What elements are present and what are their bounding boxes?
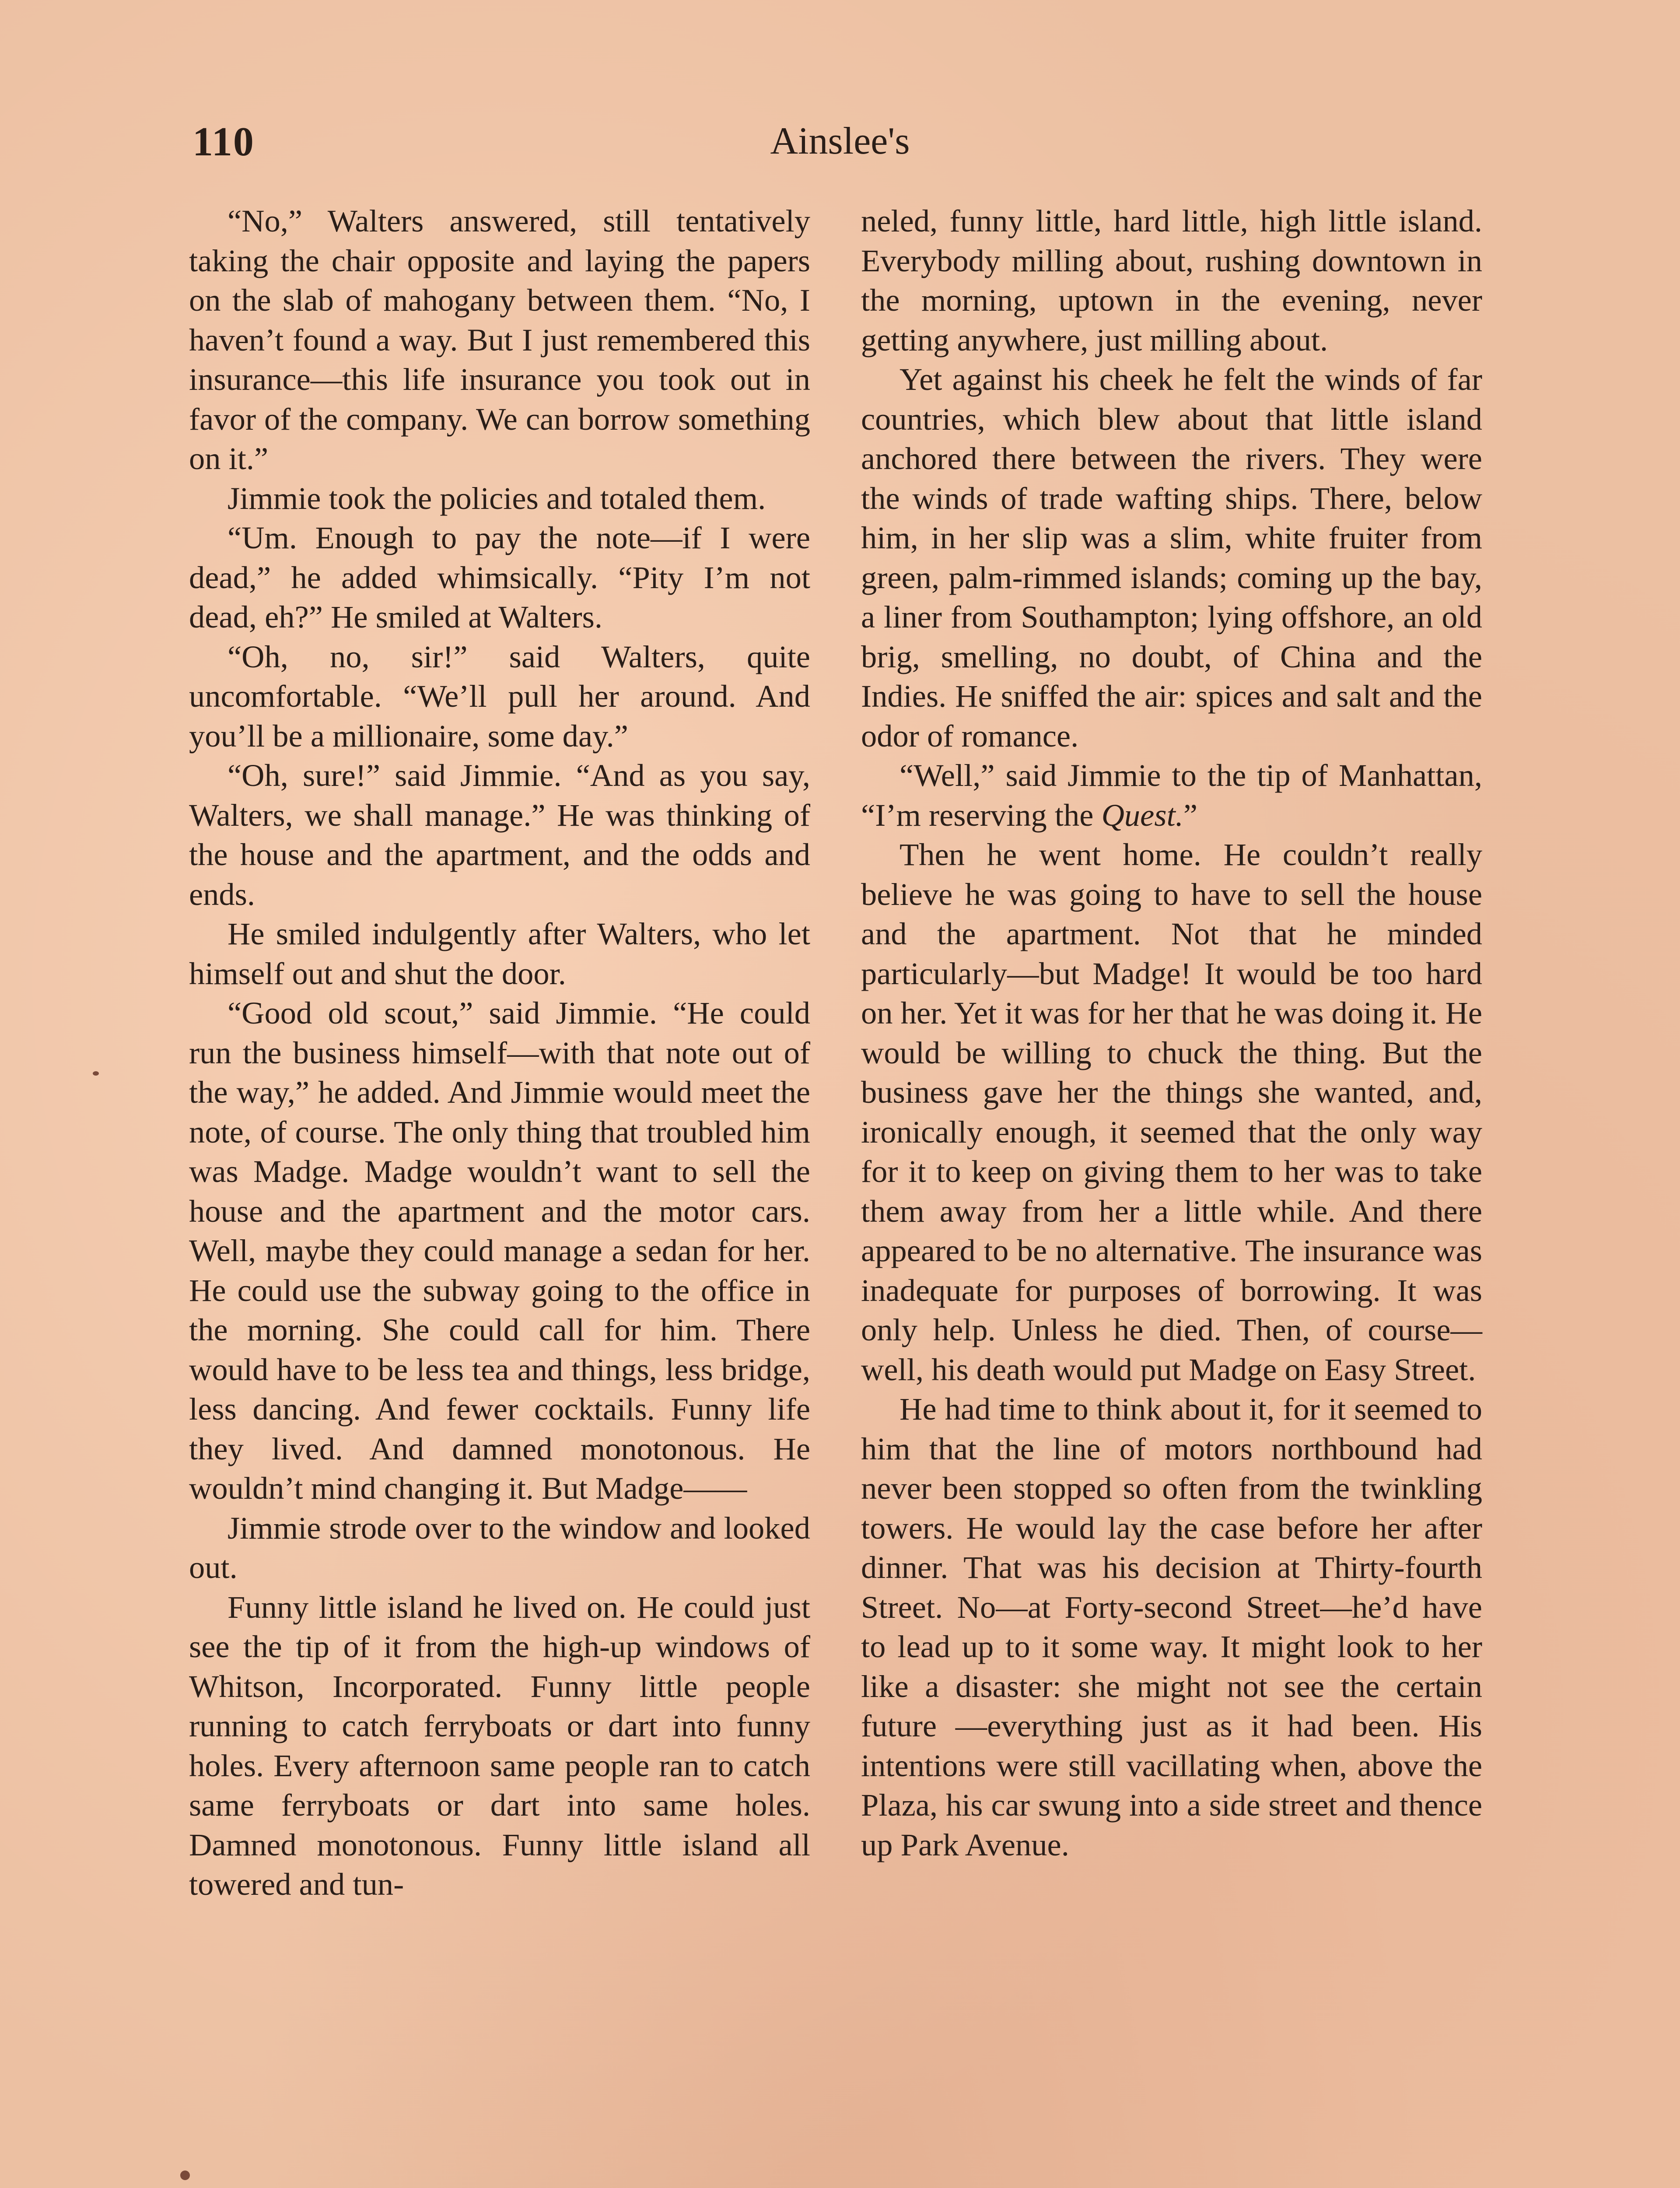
paragraph: “Oh, no, sir!” said Walters, quite uncomfortable. “We’ll pull her around. And you’ll be a millionaire, some day.” <box>189 638 810 754</box>
paragraph: “Um. Enough to pay the note—if I were dead,” he added whimsically. “Pity I’m not dead, eh?” He smiled at Walters. <box>189 520 810 635</box>
paragraph: Funny little island he lived on. He could just see the tip of it from the high-up windows of Whitson, Incorporated. Funny little people running to catch ferryboats or dart into funny holes. Every afternoon same people ran to catch same ferryboats or dart into same holes. Damned monotonous. Funny little island all towered and tun- <box>189 1589 810 1902</box>
paragraph-text: ” <box>1183 797 1198 833</box>
paragraph-text: “Well,” said Jimmie to the tip of Manhattan, “I’m reserving the <box>861 757 1482 833</box>
italic-title: Quest. <box>1101 797 1183 833</box>
paragraph: He smiled indulgently after Walters, who let himself out and shut the door. <box>189 916 810 991</box>
right-column <box>861 201 1482 1865</box>
paper-speck <box>180 2170 190 2180</box>
page-number: 110 <box>192 119 255 165</box>
paragraph: He had time to think about it, for it seemed to him that the line of motors northbound had never been stopped so often from the twinkling towers. He would lay the case before her after dinner. That was his decision at Thirty-fourth Street. No—at Forty-second Street—he’d have to lead up to it some way. It might look to her like a disaster: she might not see the certain future —everything just as it had been. His intentions were still vacillating when, above the Plaza, his car swung into a side street and thence up Park Avenue. <box>861 1391 1482 1862</box>
left-column <box>189 201 810 1904</box>
paragraph <box>861 756 1482 835</box>
paragraph: Jimmie took the policies and totaled them. <box>228 480 766 516</box>
paragraph: neled, funny little, hard little, high little island. Everybody milling about, rushing downtown in the morning, uptown in the evening, never getting anywhere, just milling about. <box>861 203 1482 358</box>
paragraph: “No,” Walters answered, still tentatively taking the chair opposite and laying the papers on the slab of mahogany between them. “No, I haven’t found a way. But I just remembered this insurance—this life insurance you took out in favor of the company. We can borrow something on it.” <box>189 203 810 476</box>
paragraph: Jimmie strode over to the window and looked out. <box>189 1510 810 1585</box>
paragraph: Then he went home. He couldn’t really believe he was going to have to sell the house and the apartment. Not that he minded particularly—but Madge! It would be too hard on her. Yet it was for her that he was doing it. He would be willing to chuck the thing. But the business gave her the things she wanted, and, ironically enough, it seemed that the only way for it to keep on giving them to her was to take them away from her a little while. And there appeared to be no alternative. The insurance was inadequate for purposes of borrowing. It was only help. Unless he died. Then, of course—well, his death would put Madge on Easy Street. <box>861 837 1482 1387</box>
running-head: Ainslee's <box>770 120 910 162</box>
paper-speck <box>93 1071 99 1076</box>
paragraph: Yet against his cheek he felt the winds of far countries, which blew about that little island anchored there between the rivers. They were the winds of trade wafting ships. There, below him, in her slip was a slim, white fruiter from green, palm-rimmed islands; coming up the bay, a liner from Southampton; lying offshore, an old brig, smelling, no doubt, of China and the Indies. He sniffed the air: spices and salt and the odor of romance. <box>861 361 1482 754</box>
paragraph: “Good old scout,” said Jimmie. “He could run the business himself—with that note out of the way,” he added. And Jimmie would meet the note, of course. The only thing that troubled him was Madge. Madge wouldn’t want to sell the house and the apartment and the motor cars. Well, maybe they could manage a sedan for her. He could use the subway going to the office in the morning. She could call for him. There would have to be less tea and things, less bridge, less dancing. And fewer cocktails. Funny life they lived. And damned monotonous. He wouldn’t mind changing it. But Madge—— <box>189 995 810 1506</box>
paragraph: “Oh, sure!” said Jimmie. “And as you say, Walters, we shall manage.” He was thinking of the house and the apartment, and the odds and ends. <box>189 757 810 912</box>
